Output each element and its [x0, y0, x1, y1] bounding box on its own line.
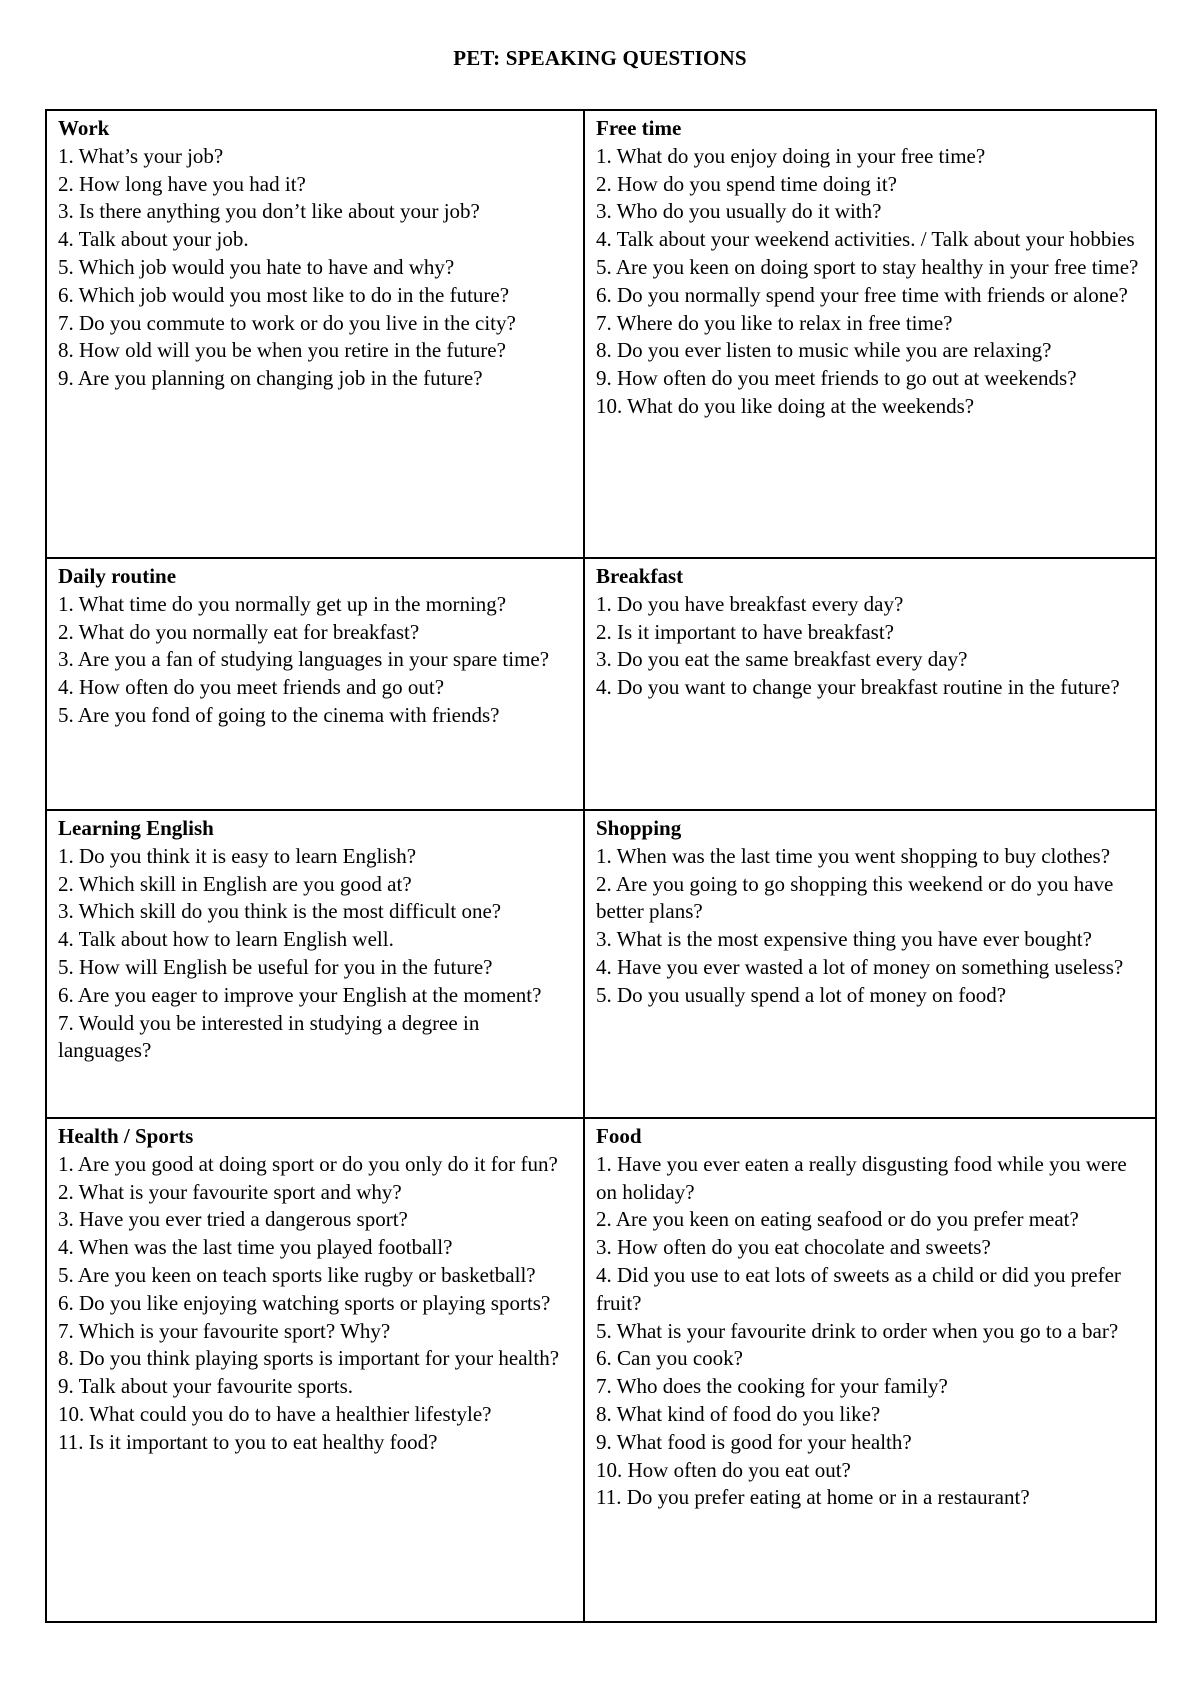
question-item: 10. What do you like doing at the weekends?: [596, 393, 975, 418]
section-learning-english: [46, 810, 584, 1118]
question-item: 7. Which is your favourite sport? Why?: [58, 1318, 391, 1343]
question-item: 4. Talk about your job.: [58, 227, 249, 252]
question-item: 4. Talk about how to learn English well.: [58, 927, 394, 952]
section-health-sports: [46, 1118, 584, 1622]
question-item: 3. Which skill do you think is the most difficult one?: [58, 899, 502, 924]
question-item: 6. Do you like enjoying watching sports or playing sports?: [58, 1290, 551, 1315]
section-title: Health / Sports: [58, 1124, 194, 1148]
question-item: 2. What is your favourite sport and why?: [58, 1179, 402, 1204]
question-item: 9. How often do you meet friends to go out at weekends?: [596, 366, 1077, 391]
question-item: 4. Did you use to eat lots of sweets as a child or did you prefer fruit?: [596, 1262, 1121, 1315]
question-item: 8. Do you think playing sports is important for your health?: [58, 1346, 560, 1371]
question-item: 1. Are you good at doing sport or do you only do it for fun?: [58, 1151, 558, 1176]
page-title: PET: SPEAKING QUESTIONS: [453, 46, 747, 70]
question-item: 7. Would you be interested in studying a degree in languages?: [58, 1010, 480, 1063]
question-item: 2. Are you going to go shopping this weekend or do you have better plans?: [596, 871, 1114, 924]
question-item: 1. Do you have breakfast every day?: [596, 591, 904, 616]
question-item: 2. Are you keen on eating seafood or do you prefer meat?: [596, 1207, 1079, 1232]
section-daily-routine: [46, 558, 584, 810]
question-item: 8. Do you ever listen to music while you are relaxing?: [596, 338, 1052, 363]
question-item: 7. Who does the cooking for your family?: [596, 1374, 948, 1399]
question-item: 2. How long have you had it?: [58, 171, 306, 196]
question-item: 5. Do you usually spend a lot of money on food?: [596, 982, 1007, 1007]
question-item: 5. Are you fond of going to the cinema with friends?: [58, 702, 500, 727]
question-item: 2. Is it important to have breakfast?: [596, 619, 894, 644]
question-item: 11. Is it important to you to eat healthy food?: [58, 1429, 438, 1454]
section-title: Learning English: [58, 816, 214, 840]
section-food: [584, 1118, 1156, 1622]
question-item: 3. Do you eat the same breakfast every day?: [596, 647, 968, 672]
question-item: 2. How do you spend time doing it?: [596, 171, 897, 196]
question-item: 9. What food is good for your health?: [596, 1429, 912, 1454]
question-item: 7. Where do you like to relax in free time?: [596, 310, 953, 335]
question-item: 3. How often do you eat chocolate and sweets?: [596, 1235, 991, 1260]
question-item: 1. What’s your job?: [58, 143, 224, 168]
question-item: 5. How will English be useful for you in the future?: [58, 954, 493, 979]
question-item: 3. What is the most expensive thing you have ever bought?: [596, 927, 1092, 952]
question-item: 1. When was the last time you went shopping to buy clothes?: [596, 843, 1111, 868]
question-item: 6. Which job would you most like to do in the future?: [58, 282, 510, 307]
question-item: 10. How often do you eat out?: [596, 1457, 851, 1482]
question-item: 1. Do you think it is easy to learn English?: [58, 843, 417, 868]
questions-grid: [45, 109, 1157, 1623]
question-item: 2. What do you normally eat for breakfast?: [58, 619, 420, 644]
question-item: 4. Do you want to change your breakfast routine in the future?: [596, 675, 1120, 700]
section-title: Work: [58, 116, 110, 140]
question-item: 5. What is your favourite drink to order when you go to a bar?: [596, 1318, 1119, 1343]
section-free-time: [584, 110, 1156, 558]
question-item: 4. Have you ever wasted a lot of money on something useless?: [596, 954, 1124, 979]
question-item: 3. Is there anything you don’t like about your job?: [58, 199, 480, 224]
question-item: 9. Are you planning on changing job in the future?: [58, 366, 483, 391]
section-title: Breakfast: [596, 564, 684, 588]
question-item: 3. Who do you usually do it with?: [596, 199, 882, 224]
section-work: [46, 110, 584, 558]
question-item: 6. Do you normally spend your free time with friends or alone?: [596, 282, 1128, 307]
question-item: 4. How often do you meet friends and go out?: [58, 675, 445, 700]
question-item: 2. Which skill in English are you good at?: [58, 871, 412, 896]
section-title: Shopping: [596, 816, 682, 840]
question-item: 3. Are you a fan of studying languages in your spare time?: [58, 647, 550, 672]
question-item: 1. What do you enjoy doing in your free time?: [596, 143, 986, 168]
question-item: 11. Do you prefer eating at home or in a restaurant?: [596, 1485, 1030, 1510]
section-shopping: [584, 810, 1156, 1118]
question-item: 8. What kind of food do you like?: [596, 1401, 881, 1426]
question-item: 5. Are you keen on doing sport to stay healthy in your free time?: [596, 254, 1139, 279]
section-title: Food: [596, 1124, 642, 1148]
question-item: 5. Are you keen on teach sports like rugby or basketball?: [58, 1262, 536, 1287]
question-item: 3. Have you ever tried a dangerous sport?: [58, 1207, 408, 1232]
question-item: 7. Do you commute to work or do you live in the city?: [58, 310, 516, 335]
question-item: 6. Are you eager to improve your English at the moment?: [58, 982, 542, 1007]
question-item: 5. Which job would you hate to have and why?: [58, 254, 455, 279]
question-item: 4. When was the last time you played football?: [58, 1235, 453, 1260]
section-title: Free time: [596, 116, 682, 140]
question-item: 8. How old will you be when you retire in the future?: [58, 338, 506, 363]
question-item: 4. Talk about your weekend activities. / Talk about your hobbies: [596, 227, 1135, 252]
question-item: 1. What time do you normally get up in the morning?: [58, 591, 507, 616]
question-item: 9. Talk about your favourite sports.: [58, 1374, 354, 1399]
section-breakfast: [584, 558, 1156, 810]
section-title: Daily routine: [58, 564, 177, 588]
question-item: 6. Can you cook?: [596, 1346, 743, 1371]
question-item: 10. What could you do to have a healthier lifestyle?: [58, 1401, 492, 1426]
question-item: 1. Have you ever eaten a really disgusting food while you were on holiday?: [596, 1151, 1127, 1204]
